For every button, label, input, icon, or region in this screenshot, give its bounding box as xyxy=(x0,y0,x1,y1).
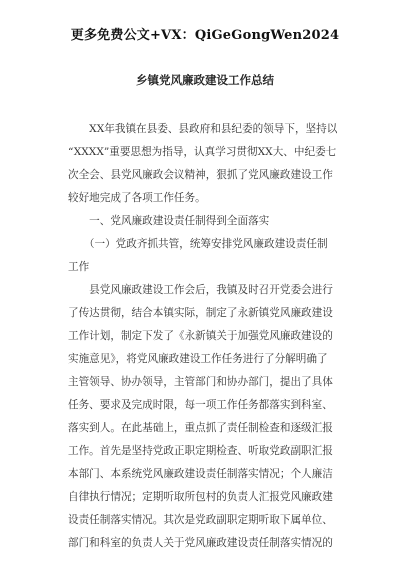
body-line: 任务、要求及完成时限，每一项工作任务都落实到科室、 xyxy=(68,399,333,411)
body-line: 工作计划，制定下发了《永新镇关于加强党风廉政建设的 xyxy=(68,330,333,342)
body-line: 次全会、县党风廉政会议精神，狠抓了党风廉政建设工作 xyxy=(68,169,333,181)
document-body xyxy=(68,118,344,555)
body-line: 了传达贯彻，结合本镇实际，制定了永新镇党风廉政建设 xyxy=(68,307,333,319)
body-line: 部门和科室的负责人关于党风廉政建设责任制落实情况的 xyxy=(68,537,333,549)
subsection-heading-continued: 工作 xyxy=(68,261,90,273)
body-line: 工作。首先是坚持党政正职定期检查、听取党政副职汇报 xyxy=(68,445,333,457)
body-line: 落实到人。在此基础上，重点抓了责任制检查和逐级汇报 xyxy=(68,422,333,434)
section-heading: 一、党风廉政建设责任制得到全面落实 xyxy=(68,215,270,227)
promo-banner: 更多免费公文+VX：QiGeGongWen2024 xyxy=(70,28,340,43)
body-line: 自律执行情况；定期听取所包村的负责人汇报党风廉政建 xyxy=(68,491,333,503)
body-line: 主管领导、协办领导，主管部门和协办部门，提出了具体 xyxy=(68,376,333,388)
body-line: 设责任制落实情况。其次是党政副职定期听取下属单位、 xyxy=(68,514,333,526)
body-line: “XXXX”重要思想为指导，认真学习贯彻XX大、中纪委七 xyxy=(68,146,337,158)
body-line: XX年我镇在县委、县政府和县纪委的领导下，坚持以 xyxy=(68,123,338,135)
body-line: 较好地完成了各项工作任务。 xyxy=(68,192,206,204)
body-line: 本部门、本系统党风廉政建设责任制落实情况；个人廉洁 xyxy=(68,468,333,480)
document-title: 乡镇党风廉政建设工作总结 xyxy=(136,73,274,87)
subsection-heading: （一）党政齐抓共管，统筹安排党风廉政建设责任制 xyxy=(68,238,328,250)
body-line: 县党风廉政建设工作会后，我镇及时召开党委会进行 xyxy=(68,284,333,296)
body-line: 实施意见》，将党风廉政建设工作任务进行了分解明确了 xyxy=(68,353,328,365)
